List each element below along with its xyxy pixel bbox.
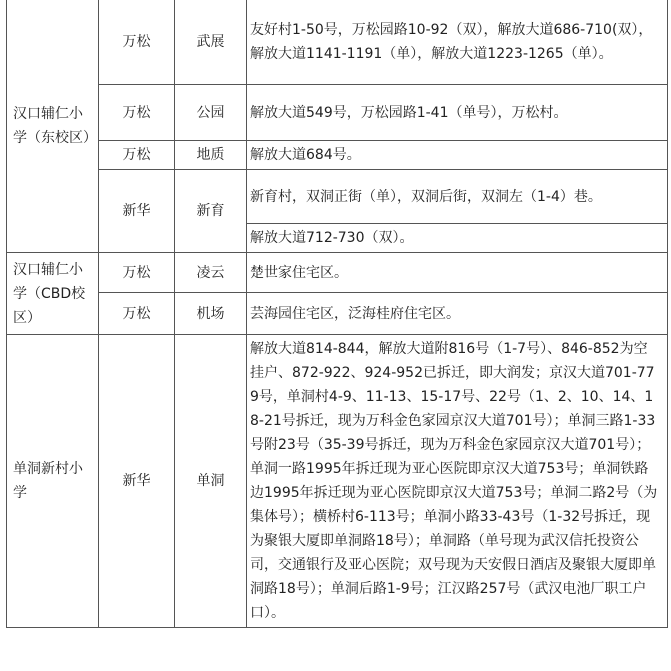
table-row: [7, 85, 668, 141]
address-range-cell: 解放大道814-844，解放大道附816号（1-7号）、846-852为空挂户、872-922、924-952已拆迁，即大润发；京汉大道701-779号，单洞村4-9、11-13、15-17号、22号（1、2、10、14、18-21号拆迁，现为万科金色家园京汉大道701号）；单洞三路1-33号附23号（35-39号拆迁，现为万科金色家园京汉大道701号）；单洞一路1995年拆迁现为亚心医院即京汉大道753号；单洞铁路边1995年拆迁现为亚心医院即京汉大道753号；单洞二路2号（为集体号）；横桥村6-113号；单洞小路33-43号（1-32号拆迁，现为聚银大厦即单洞路18号）；单洞路（单号现为武汉信托投资公司，交通银行及亚心医院；双号现为天安假日酒店及聚银大厦即单洞路18号）；单洞后路1-9号；江汉路257号（武汉电池厂职工户口）。: [247, 335, 668, 628]
community-cell: 单洞: [175, 335, 247, 628]
community-cell: 凌云: [175, 253, 247, 293]
school-cell: 汉口辅仁小学（CBD校区）: [7, 253, 99, 335]
community-cell: 武展: [175, 0, 247, 85]
street-cell: 新华: [99, 335, 175, 628]
street-cell: 万松: [99, 141, 175, 170]
address-range-cell: 解放大道712-730（双）。: [247, 224, 668, 253]
table-row: [7, 141, 668, 170]
address-range-cell: 楚世家住宅区。: [247, 253, 668, 293]
address-range-cell: 解放大道684号。: [247, 141, 668, 170]
school-cell: 汉口辅仁小学（东校区）: [7, 0, 99, 253]
table-row: [7, 293, 668, 335]
street-cell: 万松: [99, 0, 175, 85]
school-district-table: [6, 0, 668, 628]
street-cell: 万松: [99, 293, 175, 335]
address-range-cell: 解放大道549号，万松园路1-41（单号），万松村。: [247, 85, 668, 141]
address-range-cell: 芸海园住宅区，泛海桂府住宅区。: [247, 293, 668, 335]
street-cell: 新华: [99, 170, 175, 253]
table-row: [7, 335, 668, 628]
community-cell: 地质: [175, 141, 247, 170]
school-cell: 单洞新村小学: [7, 335, 99, 628]
street-cell: 万松: [99, 85, 175, 141]
street-cell: 万松: [99, 253, 175, 293]
table-row: [7, 170, 668, 224]
address-range-cell: 友好村1-50号，万松园路10-92（双），解放大道686-710(双），解放大道1141-1191（单），解放大道1223-1265（单）。: [247, 0, 668, 85]
community-cell: 新育: [175, 170, 247, 253]
table-row: [7, 0, 668, 85]
community-cell: 公园: [175, 85, 247, 141]
community-cell: 机场: [175, 293, 247, 335]
address-range-cell: 新育村，双洞正街（单），双洞后街，双洞左（1-4）巷。: [247, 170, 668, 224]
table-row: [7, 253, 668, 293]
